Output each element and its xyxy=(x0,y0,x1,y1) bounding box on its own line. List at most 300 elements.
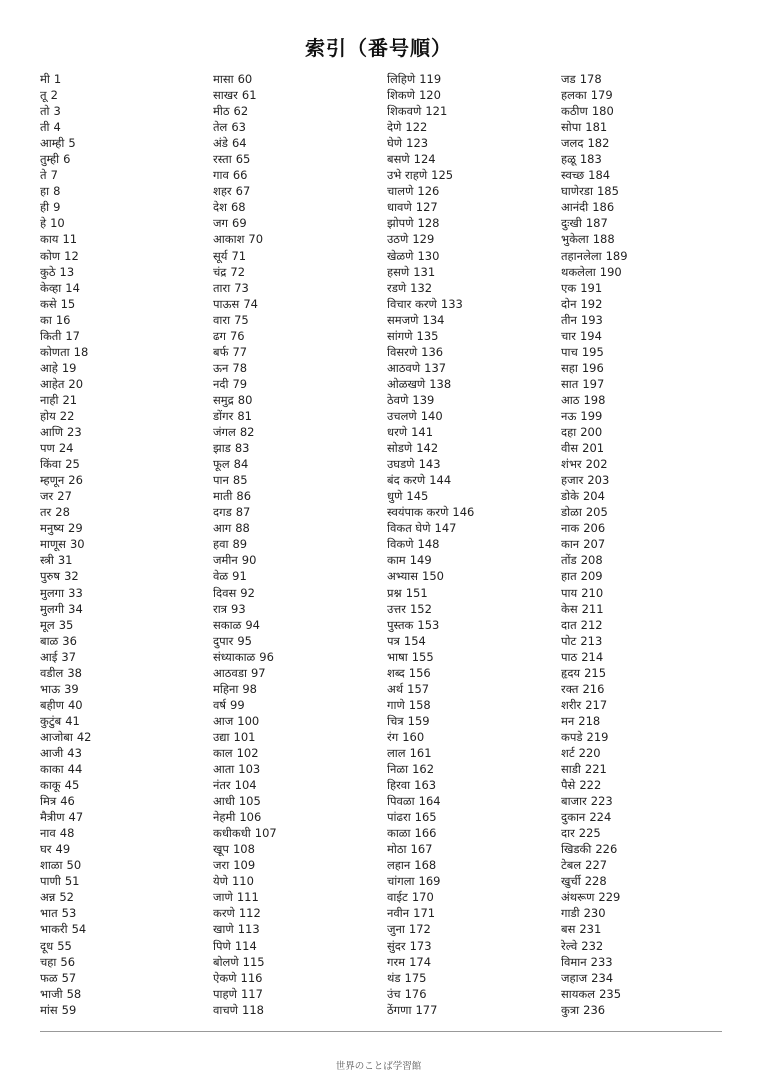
index-entry-word: मासा xyxy=(213,72,234,86)
index-entry xyxy=(40,488,91,504)
index-entry-word: बसणे xyxy=(387,152,410,167)
index-entry xyxy=(387,408,474,424)
index-entry-number: 21 xyxy=(62,392,78,407)
index-entry-number: 17 xyxy=(65,328,80,343)
index-entry-word: रडणे xyxy=(387,280,407,295)
index-entry-number: 141 xyxy=(411,425,434,440)
index-entry xyxy=(561,167,628,183)
index-entry-word: उंच xyxy=(387,986,401,1001)
index-entry-number: 87 xyxy=(235,505,251,520)
index-entry-word: फळ xyxy=(40,970,58,985)
index-entry-word: कोण xyxy=(40,248,61,263)
index-entry xyxy=(213,312,277,328)
index-entry-word: चित्र xyxy=(387,713,404,728)
index-entry xyxy=(561,215,628,231)
index-entry-number: 73 xyxy=(234,280,249,295)
index-entry-word: तर xyxy=(40,505,52,520)
index-entry-word: दहा xyxy=(561,425,577,440)
index-entry-word: अंडे xyxy=(213,136,228,151)
index-entry-word: आठ xyxy=(561,392,580,407)
index-entry-number: 23 xyxy=(67,425,82,440)
index-entry xyxy=(213,1002,277,1018)
index-entry-number: 26 xyxy=(68,473,83,488)
index-entry-word: बंद करणे xyxy=(387,473,426,488)
index-entry xyxy=(213,793,277,809)
index-entry xyxy=(40,857,91,873)
index-entry-number: 69 xyxy=(232,216,247,231)
index-entry-number: 138 xyxy=(429,376,452,391)
index-entry xyxy=(561,1002,628,1018)
index-entry-number: 14 xyxy=(65,280,80,295)
index-entry-number: 108 xyxy=(232,842,255,857)
index-entry xyxy=(40,392,91,408)
index-entry-number: 48 xyxy=(59,826,75,841)
index-entry-number: 33 xyxy=(68,585,83,600)
index-entry-word: बस xyxy=(561,922,576,937)
index-entry-number: 110 xyxy=(231,874,254,889)
index-entry xyxy=(40,312,91,328)
index-entry xyxy=(387,745,474,761)
index-entry-word: हा xyxy=(40,184,50,199)
index-entry-word: सोपा xyxy=(561,120,582,135)
index-entry-word: बहीण xyxy=(40,697,64,712)
index-entry-word: शाळा xyxy=(40,858,63,873)
index-entry-number: 162 xyxy=(412,762,435,777)
index-entry-number: 97 xyxy=(250,665,266,680)
index-entry xyxy=(40,841,91,857)
index-entry xyxy=(40,199,91,215)
index-entry xyxy=(387,841,474,857)
index-entry-word: शंभर xyxy=(561,457,582,472)
index-entry-word: दात xyxy=(561,617,577,632)
index-entry xyxy=(40,344,91,360)
index-entry-word: पाठ xyxy=(561,649,578,664)
index-entry xyxy=(387,424,474,440)
index-entry-word: रेल्वे xyxy=(561,938,578,953)
index-entry-number: 6 xyxy=(63,152,71,167)
index-entry xyxy=(387,777,474,793)
index-entry-word: आम्ही xyxy=(40,136,65,151)
index-entry xyxy=(561,809,628,825)
index-entry-word: तारा xyxy=(213,280,231,295)
index-entry-word: सांगणे xyxy=(387,328,413,343)
index-entry-number: 31 xyxy=(57,553,73,568)
index-entry-number: 82 xyxy=(239,425,255,440)
index-entry-number: 156 xyxy=(408,665,431,680)
index-entry xyxy=(387,713,474,729)
index-entry-number: 22 xyxy=(59,408,75,423)
index-entry-word: नाक xyxy=(561,521,580,536)
index-entry-word: वीस xyxy=(561,441,579,456)
index-entry xyxy=(561,905,628,921)
index-entry-word: जड xyxy=(561,72,576,86)
index-entry-word: कुटुंब xyxy=(40,713,62,728)
index-entry-number: 189 xyxy=(605,248,628,263)
index-entry xyxy=(387,921,474,937)
index-entry xyxy=(213,472,277,488)
index-entry xyxy=(40,905,91,921)
index-entry-word: विकणे xyxy=(387,537,414,552)
index-entry-word: पण xyxy=(40,441,55,456)
index-entry-word: पान xyxy=(213,473,229,488)
index-entry-word: टेबल xyxy=(561,858,582,873)
index-entry-word: चंद्र xyxy=(213,264,227,279)
index-entry-word: पाणी xyxy=(40,874,61,889)
index-entry xyxy=(213,729,277,745)
index-entry xyxy=(213,119,277,135)
index-entry-word: उत्तर xyxy=(387,601,406,616)
index-entry-word: गाणे xyxy=(387,697,405,712)
index-entry-word: साडी xyxy=(561,762,581,777)
index-entry-number: 229 xyxy=(598,890,621,905)
index-entry xyxy=(40,440,91,456)
index-entry xyxy=(213,536,277,552)
index-entry xyxy=(387,905,474,921)
index-entry-number: 175 xyxy=(404,970,427,985)
index-entry xyxy=(561,183,628,199)
index-entry xyxy=(213,280,277,296)
index-entry-number: 157 xyxy=(407,681,430,696)
index-entry-number: 213 xyxy=(580,633,603,648)
index-entry-word: जरा xyxy=(213,858,230,873)
index-entry xyxy=(40,424,91,440)
index-entry xyxy=(40,536,91,552)
index-entry-number: 152 xyxy=(409,601,432,616)
index-entry-number: 106 xyxy=(239,810,262,825)
index-entry xyxy=(387,536,474,552)
index-entry-word: कोणता xyxy=(40,344,70,359)
index-entry xyxy=(387,761,474,777)
index-entry xyxy=(213,761,277,777)
index-entry-number: 2 xyxy=(50,88,58,103)
index-entry-word: खेळणे xyxy=(387,248,414,263)
index-entry-number: 85 xyxy=(232,473,248,488)
index-entry xyxy=(40,231,91,247)
index-entry xyxy=(387,312,474,328)
index-entry-number: 95 xyxy=(237,633,252,648)
index-entry-number: 53 xyxy=(61,906,77,921)
index-entry-word: सूर्य xyxy=(213,248,228,263)
index-entry-number: 144 xyxy=(429,473,452,488)
index-entry-word: देणे xyxy=(387,120,402,135)
index-entry-word: संध्याकाळ xyxy=(213,649,256,664)
index-entry xyxy=(561,344,628,360)
index-entry-number: 139 xyxy=(412,392,435,407)
index-entry-word: नदी xyxy=(213,376,229,391)
index-entry-number: 196 xyxy=(581,360,604,375)
index-entry-number: 96 xyxy=(259,649,274,664)
index-entry-word: भाऊ xyxy=(40,681,61,696)
index-entry-word: आग xyxy=(213,521,232,536)
index-entry xyxy=(213,825,277,841)
index-entry-number: 92 xyxy=(240,585,255,600)
index-entry-number: 32 xyxy=(64,569,79,584)
index-entry-word: आज xyxy=(213,713,234,728)
index-entry-number: 212 xyxy=(580,617,603,632)
index-entry-number: 103 xyxy=(238,762,261,777)
index-entry-number: 173 xyxy=(409,938,432,953)
index-entry xyxy=(213,921,277,937)
index-entry-number: 65 xyxy=(235,152,251,167)
index-entry-word: पांढरा xyxy=(387,810,411,825)
index-entry-number: 50 xyxy=(66,858,82,873)
index-entry xyxy=(40,713,91,729)
index-entry xyxy=(561,745,628,761)
index-entry-word: करणे xyxy=(213,906,235,921)
index-entry-number: 46 xyxy=(60,794,75,809)
index-entry-number: 167 xyxy=(410,842,433,857)
index-entry-word: स्वयंपाक करणे xyxy=(387,505,449,520)
index-entry-word: थंड xyxy=(387,970,401,985)
index-entry-number: 12 xyxy=(64,248,79,263)
index-entry xyxy=(387,280,474,296)
index-entry-word: आजी xyxy=(40,745,64,760)
index-entry-number: 105 xyxy=(238,794,261,809)
index-entry xyxy=(40,777,91,793)
index-entry xyxy=(213,424,277,440)
index-entry-word: रात्र xyxy=(213,601,228,616)
index-entry-word: दिवस xyxy=(213,585,237,600)
index-entry-number: 186 xyxy=(592,200,615,215)
index-entry-number: 93 xyxy=(231,601,246,616)
index-entry-word: दार xyxy=(561,826,575,841)
index-entry xyxy=(561,408,628,424)
index-entry-number: 38 xyxy=(67,665,82,680)
index-entry-word: आई xyxy=(40,649,58,664)
index-entry-number: 205 xyxy=(585,505,608,520)
index-entry-word: विमान xyxy=(561,954,587,969)
index-entry xyxy=(213,440,277,456)
index-entry-word: म्हणून xyxy=(40,473,65,488)
index-entry-word: पाहणे xyxy=(213,986,237,1001)
index-entry xyxy=(40,504,91,520)
index-entry xyxy=(561,857,628,873)
index-entry xyxy=(213,167,277,183)
index-entry-word: खिडकी xyxy=(561,842,592,857)
index-entry xyxy=(561,472,628,488)
index-entry-number: 176 xyxy=(404,986,427,1001)
index-entry-word: पाय xyxy=(561,585,578,600)
index-entry-number: 88 xyxy=(235,521,250,536)
index-entry xyxy=(387,87,474,103)
index-entry-word: शरीर xyxy=(561,697,582,712)
index-entry-number: 136 xyxy=(421,344,444,359)
index-entry-word: डोंगर xyxy=(213,408,234,423)
index-entry-word: वाचणे xyxy=(213,1002,238,1017)
index-entry-word: धरणे xyxy=(387,425,408,440)
index-entry xyxy=(561,87,628,103)
index-entry-number: 9 xyxy=(53,200,61,215)
index-entry-number: 179 xyxy=(590,88,613,103)
index-entry xyxy=(387,889,474,905)
index-entry-word: होय xyxy=(40,408,56,423)
index-entry-number: 148 xyxy=(417,537,440,552)
index-entry xyxy=(561,151,628,167)
index-entry-word: नाही xyxy=(40,392,59,407)
index-entry-word: ठेवणे xyxy=(387,392,409,407)
index-entry xyxy=(387,328,474,344)
index-entry xyxy=(387,665,474,681)
index-entry xyxy=(213,889,277,905)
index-entry-word: पोट xyxy=(561,633,577,648)
index-entry xyxy=(561,873,628,889)
index-entry-word: हळू xyxy=(561,152,576,167)
index-entry-word: मन xyxy=(561,713,575,728)
index-entry-number: 223 xyxy=(590,794,613,809)
index-entry xyxy=(213,970,277,986)
index-entry-word: हवा xyxy=(213,537,229,552)
index-entry xyxy=(561,649,628,665)
index-entry-word: ठेंगणा xyxy=(387,1002,412,1017)
index-entry-number: 54 xyxy=(71,922,87,937)
index-entry-number: 214 xyxy=(581,649,604,664)
index-entry xyxy=(40,87,91,103)
index-entry-number: 18 xyxy=(73,344,89,359)
index-entry-number: 42 xyxy=(76,729,92,744)
index-entry-word: हलका xyxy=(561,88,587,103)
index-entry-number: 81 xyxy=(237,408,252,423)
index-entry-word: हे xyxy=(40,216,47,231)
index-entry-word: झाड xyxy=(213,441,231,456)
index-entry xyxy=(213,873,277,889)
index-entry xyxy=(213,552,277,568)
index-entry xyxy=(213,296,277,312)
index-entry-number: 19 xyxy=(61,360,77,375)
index-entry-word: जमीन xyxy=(213,553,238,568)
index-entry xyxy=(40,456,91,472)
index-entry-number: 76 xyxy=(229,328,245,343)
index-entry xyxy=(40,520,91,536)
index-entry-word: अर्थ xyxy=(387,681,404,696)
index-entry-word: काय xyxy=(40,232,59,247)
index-entry-number: 124 xyxy=(413,152,436,167)
index-entry-word: रक्त xyxy=(561,681,579,696)
index-entry-number: 174 xyxy=(409,954,432,969)
index-entry-word: पैसे xyxy=(561,778,576,793)
index-entry xyxy=(387,568,474,584)
index-entry-word: धुणे xyxy=(387,489,403,504)
index-entry xyxy=(387,183,474,199)
index-entry-number: 27 xyxy=(57,489,72,504)
index-entry xyxy=(40,1002,91,1018)
index-column-3 xyxy=(387,71,474,1018)
index-entry xyxy=(213,392,277,408)
index-entry-word: वारा xyxy=(213,312,231,327)
index-entry xyxy=(213,649,277,665)
index-entry xyxy=(387,697,474,713)
index-entry-number: 143 xyxy=(418,457,441,472)
index-entry-number: 172 xyxy=(408,922,431,937)
index-entry-word: कान xyxy=(561,537,580,552)
index-entry-number: 128 xyxy=(417,216,440,231)
index-entry-word: नेहमी xyxy=(213,810,236,825)
index-entry-word: किती xyxy=(40,328,62,343)
index-entry xyxy=(40,552,91,568)
index-entry-number: 204 xyxy=(582,489,605,504)
index-entry-number: 169 xyxy=(418,874,441,889)
index-entry-word: मोठा xyxy=(387,842,407,857)
index-entry xyxy=(40,825,91,841)
index-entry-word: विचार करणे xyxy=(387,296,437,311)
index-entry-word: चांगला xyxy=(387,874,415,889)
page-title: 索引（番号順） xyxy=(305,36,452,60)
index-entry-number: 219 xyxy=(586,729,609,744)
index-entry-word: मनुष्य xyxy=(40,521,65,536)
index-entry-number: 72 xyxy=(230,264,246,279)
index-entry xyxy=(561,504,628,520)
index-entry xyxy=(561,761,628,777)
index-entry-word: तुम्ही xyxy=(40,152,60,167)
index-entry-word: कधीकधी xyxy=(213,826,251,841)
index-entry-number: 122 xyxy=(405,120,428,135)
index-entry xyxy=(387,71,474,87)
footer-divider xyxy=(40,1031,722,1032)
index-entry xyxy=(213,681,277,697)
index-entry xyxy=(213,328,277,344)
index-entry-word: रंग xyxy=(387,729,399,744)
index-entry-number: 57 xyxy=(61,970,77,985)
index-entry-number: 225 xyxy=(578,826,601,841)
index-entry-number: 207 xyxy=(583,537,606,552)
index-entry-number: 52 xyxy=(59,890,74,905)
index-entry-word: आधी xyxy=(213,794,235,809)
index-entry-number: 126 xyxy=(417,184,440,199)
index-entry-number: 133 xyxy=(440,296,463,311)
index-entry-number: 99 xyxy=(230,697,245,712)
index-entry xyxy=(561,585,628,601)
index-entry-word: वडील xyxy=(40,665,64,680)
index-entry-word: हजार xyxy=(561,473,584,488)
index-entry-number: 3 xyxy=(53,104,61,119)
index-entry xyxy=(387,119,474,135)
index-entry-word: तीन xyxy=(561,312,577,327)
index-entry xyxy=(561,424,628,440)
index-entry xyxy=(387,248,474,264)
index-entry-word: समजणे xyxy=(387,312,419,327)
index-entry xyxy=(213,215,277,231)
index-entry-number: 166 xyxy=(414,826,437,841)
index-entry xyxy=(387,585,474,601)
index-entry-word: निळा xyxy=(387,762,409,777)
index-entry-word: आनंदी xyxy=(561,200,589,215)
index-entry-number: 113 xyxy=(237,922,260,937)
index-entry-number: 45 xyxy=(64,778,80,793)
index-entry-word: पुरुष xyxy=(40,569,61,584)
index-entry xyxy=(213,231,277,247)
index-entry xyxy=(387,938,474,954)
index-entry-word: शिकवणे xyxy=(387,104,422,119)
index-entry-word: पाच xyxy=(561,344,578,359)
index-entry xyxy=(387,520,474,536)
index-entry xyxy=(40,889,91,905)
index-entry-word: शब्द xyxy=(387,665,405,680)
index-entry-word: दुपार xyxy=(213,633,234,648)
index-entry xyxy=(40,729,91,745)
index-entry-number: 84 xyxy=(233,457,249,472)
index-entry-number: 58 xyxy=(66,986,82,1001)
index-entry-word: माणूस xyxy=(40,537,66,552)
index-entry-word: हिरवा xyxy=(387,778,411,793)
index-entry-word: माती xyxy=(213,489,233,504)
index-entry xyxy=(40,360,91,376)
index-entry-number: 181 xyxy=(585,120,608,135)
index-entry xyxy=(213,633,277,649)
index-entry xyxy=(387,344,474,360)
index-entry-number: 140 xyxy=(420,408,443,423)
index-entry-word: येणे xyxy=(213,874,228,889)
index-entry xyxy=(213,87,277,103)
index-entry xyxy=(561,488,628,504)
